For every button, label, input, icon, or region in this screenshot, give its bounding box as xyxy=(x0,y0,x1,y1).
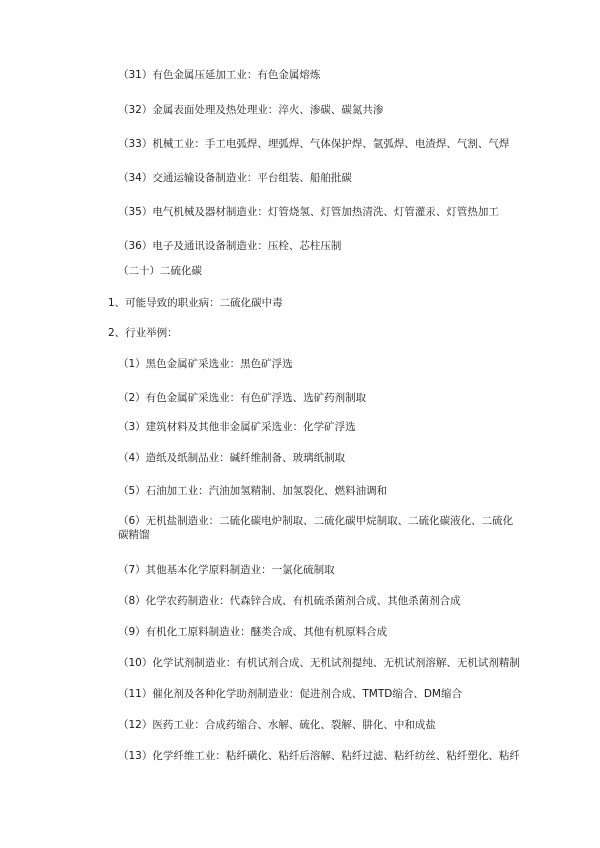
text-line: （32）金属表面处理及热处理业：淬火、渗碳、碳氮共渗 xyxy=(118,104,384,116)
text-line: （2）有色金属矿采选业：有色矿浮选、选矿药剂制取 xyxy=(118,392,367,404)
text-line: （6）无机盐制造业：二硫化碳电炉制取、二硫化碳甲烷制取、二硫化碳液化、二硫化碳精馏 xyxy=(118,515,514,541)
text-line: （36）电子及通讯设备制造业：压栓、芯柱压制 xyxy=(118,240,342,252)
text-line: 1、可能导致的职业病：二硫化碳中毒 xyxy=(108,297,283,309)
text-line: （31）有色金属压延加工业：有色金属熔炼 xyxy=(118,69,321,81)
text-line: （3）建筑材料及其他非金属矿采选业：化学矿浮选 xyxy=(118,421,356,433)
text-line: （10）化学试剂制造业：有机试剂合成、无机试剂提纯、无机试剂溶解、无机试剂精制 xyxy=(118,657,520,669)
text-line: （34）交通运输设备制造业：平台组装、船舶批碳 xyxy=(118,172,352,184)
text-line: （11）催化剂及各种化学助剂制造业：促进剂合成、TMTD缩合、DM缩合 xyxy=(118,688,462,700)
section-heading: （二十）二硫化碳 xyxy=(118,265,202,277)
text-line: （35）电气机械及器材制造业：灯管烧氢、灯管加热清洗、灯管灌汞、灯管热加工 xyxy=(118,206,499,218)
text-line: （7）其他基本化学原料制造业：一氯化硫制取 xyxy=(118,564,335,576)
text-line: （9）有机化工原料制造业：醚类合成、其他有机原料合成 xyxy=(118,626,388,638)
text-line: （1）黑色金属矿采选业：黑色矿浮选 xyxy=(118,358,293,370)
text-line: （4）造纸及纸制品业：碱纤维制备、玻璃纸制取 xyxy=(118,452,346,464)
text-line: （8）化学农药制造业：代森锌合成、有机硫杀菌剂合成、其他杀菌剂合成 xyxy=(118,595,461,607)
text-line: （33）机械工业：手工电弧焊、埋弧焊、气体保护焊、氩弧焊、电渣焊、气割、气焊 xyxy=(118,138,510,150)
text-line: （13）化学纤维工业：粘纤磺化、粘纤后溶解、粘纤过滤、粘纤纺丝、粘纤塑化、粘纤 xyxy=(118,750,520,762)
text-line: （12）医药工业：合成药缩合、水解、硫化、裂解、肼化、中和成盐 xyxy=(118,719,436,731)
text-line: （5）石油加工业：汽油加氢精制、加氢裂化、燃料油调和 xyxy=(118,485,388,497)
text-line: 2、行业举例： xyxy=(108,327,178,339)
